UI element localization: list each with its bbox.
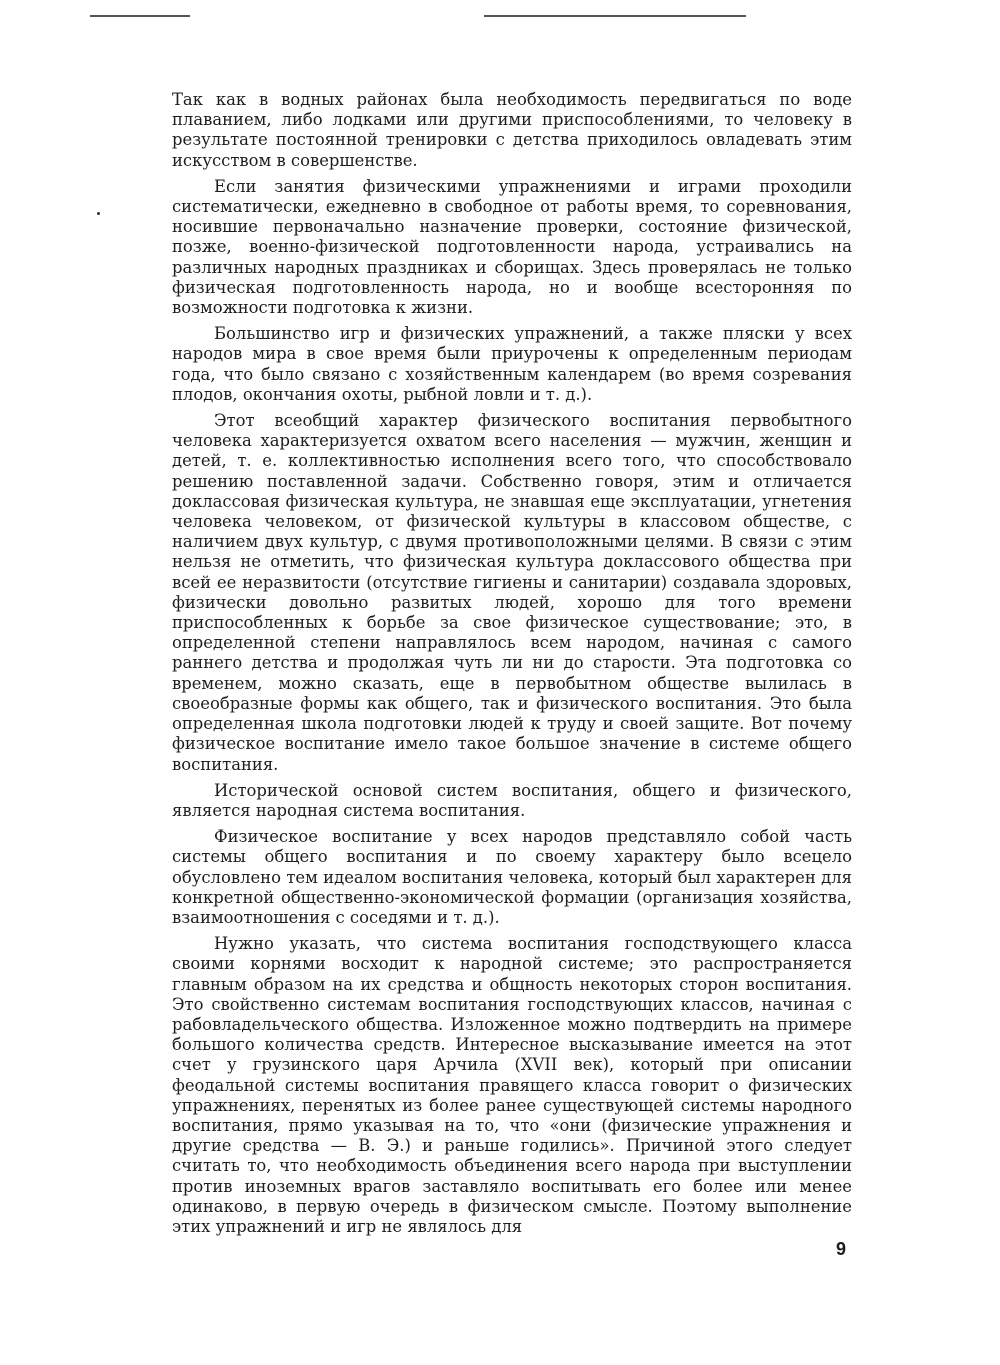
paragraph-4: Этот всеобщий характер физического воспитания первобытного человека характеризуется охватом всего населения — мужчин, женщин и детей, т. е. коллективностью исполнения всего того, что способствовало решению поставленной задачи. Собственно говоря, этим и отличается доклассовая физическая культура, не знавшая еще эксплуатации, угнетения человека человеком, от физической культуры в классовом обществе, с наличием двух культур, с двумя противоположными целями. В связи с этим нельзя не отметить, что физическая культура доклассового общества при всей ее неразвитости (отсутствие гигиены и санитарии) создавала здоровых, физически довольно развитых людей, хорошо для того времени приспособленных к борьбе за свое физическое существование; это, в определенной степени направлялось всем народом, начиная с самого раннего детства и продолжая чуть ли ни до старости. Эта подготовка со временем, можно сказать, еще в первобытном обществе вылилась в своеобразные формы как общего, так и физического воспитания. Это была определенная школа подготовки людей к труду и своей защите. Вот почему физическое воспитание имело такое большое значение в системе общего воспитания. — [172, 411, 852, 774]
paragraph-2: Если занятия физическими упражнениями и играми проходили систематически, ежедневно в свободное от работы время, то соревнования, носившие первоначально назначение проверки, состояние физической, позже, военно-физической подготовленности народа, устраивались на различных народных праздниках и сборищах. Здесь проверялась не только физическая подготовленность народа, но и вообще всесторонняя по возможности подготовка к жизни. — [172, 176, 852, 318]
paragraph-1: Так как в водных районах была необходимость передвигаться по воде плаванием, либо лодками или другими приспособлениями, то человеку в результате постоянной тренировки с детства приходилось овладевать этим искусством в совершенстве. — [172, 90, 852, 170]
paragraph-5: Исторической основой систем воспитания, общего и физического, является народная система воспитания. — [172, 780, 852, 820]
top-rule-right — [484, 15, 746, 17]
scan-mark — [97, 212, 100, 215]
paragraph-3: Большинство игр и физических упражнений, а также пляски у всех народов мира в свое время были приурочены к определенным периодам года, что было связано с хозяйственным календарем (во время созревания плодов, окончания охоты, рыбной ловли и т. д.). — [172, 324, 852, 404]
paragraph-7: Нужно указать, что система воспитания господствующего класса своими корнями восходит к народной системе; это распространяется главным образом на их средства и общность некоторых сторон воспитания. Это свойственно системам воспитания господствующих классов, начиная с рабовладельческого общества. Изложенное можно подтвердить на примере большого количества средств. Интересное высказывание имеется на этот счет у грузинского царя Арчила (XVII век), который при описании феодальной системы воспитания правящего класса говорит о физических упражнениях, перенятых из более ранее существующей системы народного воспитания, прямо указывая на то, что «они (физические упражнения и другие средства — В. Э.) и раньше годились». Причиной этого следует считать то, что необходимость объединения всего народа при выступлении против иноземных врагов заставляло воспитывать его более или менее одинаково, в первую очередь в физическом смысле. Поэтому выполнение этих упражнений и игр не являлось для — [172, 934, 852, 1236]
body-text — [172, 90, 852, 1243]
paragraph-6: Физическое воспитание у всех народов представляло собой часть системы общего воспитания и по своему характеру было всецело обусловлено тем идеалом воспитания человека, который был характерен для конкретной общественно-экономической формации (организация хозяйства, взаимоотношения с соседями и т. д.). — [172, 827, 852, 927]
page-number: 9 — [836, 1239, 847, 1259]
top-rule-left — [90, 15, 190, 17]
